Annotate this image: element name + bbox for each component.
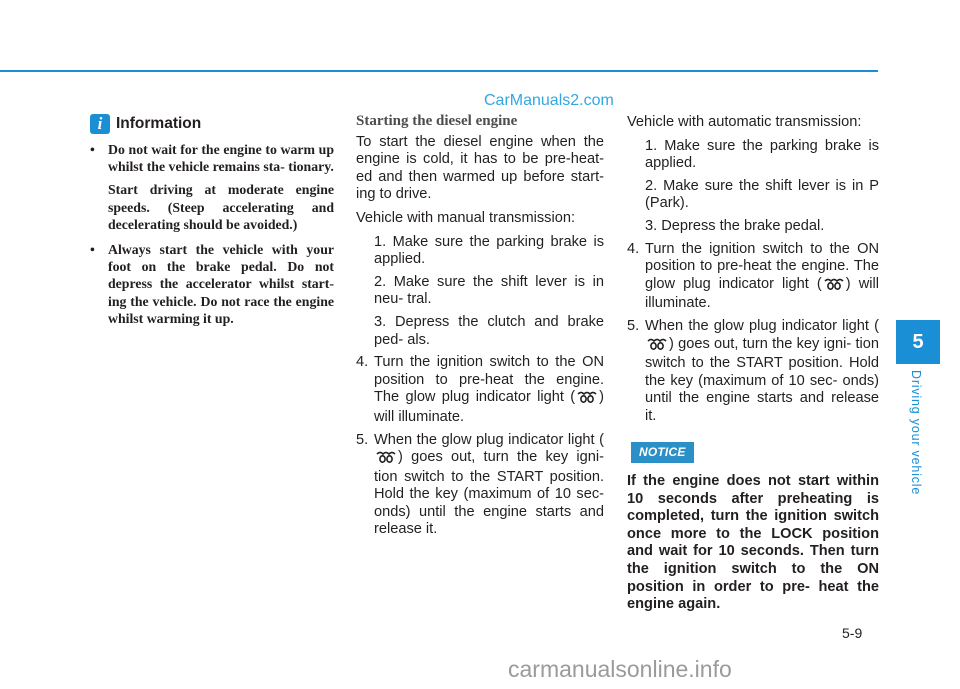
step-number: 5. <box>356 431 369 448</box>
notice-text: If the engine does not start within 10 seconds after preheating is completed, turn the ignition switch once more to the LOCK position and wait for 10 seconds. Then turn the ignition switch to the ON position in order to pre- heat the engine again. <box>627 473 879 613</box>
step-number: 5. <box>627 317 640 334</box>
info-bullet <box>90 141 334 175</box>
manual-step-text: 2. Make sure the shift lever is in neu- tral. <box>374 273 604 308</box>
manual-heading: Vehicle with manual transmission: <box>356 209 576 226</box>
glow-plug-indicator-icon <box>376 451 396 469</box>
automatic-step-text: 2. Make sure the shift lever is in P (Park). <box>645 177 879 212</box>
info-bullet-text: Always start the vehicle with your foot on the brake pedal. Do not depress the accelerator whilst start- ing the vehicle. Do not race the engine whilst warming it up. <box>108 242 334 326</box>
manual-step <box>356 274 604 309</box>
information-column <box>90 114 334 329</box>
step-text-after: ) will illuminate. <box>645 275 879 312</box>
watermark-bottom: carmanualsonline.info <box>508 656 732 682</box>
manual-step <box>356 432 604 540</box>
automatic-step <box>627 178 879 213</box>
automatic-step-text: 1. Make sure the parking brake is applied. <box>645 137 879 172</box>
step-text-before: When the glow plug indicator light ( <box>374 431 604 448</box>
watermark-top: CarManuals2.com <box>484 92 614 109</box>
step-number: 4. <box>356 354 369 371</box>
manual-step <box>356 314 604 349</box>
section-intro: To start the diesel engine when the engine is cold, it has to be pre-heat- ed and then warmed up before start- ing to drive. <box>356 133 604 203</box>
glow-plug-indicator-icon <box>824 278 844 296</box>
manual-step <box>356 234 604 269</box>
chapter-tab: 5 <box>896 320 940 364</box>
automatic-step <box>627 318 879 426</box>
step-text-before: Turn the ignition switch to the ON position to pre-heat the engine. The glow plug indicator light ( <box>374 354 604 406</box>
glow-plug-indicator-icon <box>647 338 667 356</box>
info-icon: i <box>90 114 110 134</box>
information-header <box>90 113 334 135</box>
automatic-step <box>627 241 879 313</box>
automatic-step-text: 3. Depress the brake pedal. <box>645 217 825 234</box>
automatic-heading: Vehicle with automatic transmission: <box>627 114 862 130</box>
section-title: Starting the diesel engine <box>356 113 518 129</box>
step-text-after: ) goes out, turn the key igni- tion switch to the START position. Hold the key (maximum of 10 sec- onds) until the engine starts and release it. <box>645 335 879 424</box>
manual-step <box>356 354 604 426</box>
glow-plug-indicator-icon <box>577 391 597 409</box>
step-number: 4. <box>627 240 640 257</box>
notice-badge: NOTICE <box>631 442 694 464</box>
automatic-column <box>627 114 879 614</box>
step-text-after: ) will illuminate. <box>374 389 604 425</box>
manual-step-text: 1. Make sure the parking brake is applied. <box>374 233 604 268</box>
bullet-dot-icon: • <box>90 242 95 258</box>
starting-column <box>356 114 604 544</box>
step-text-before: Turn the ignition switch to the ON position to pre-heat the engine. The glow plug indicator light ( <box>645 240 879 292</box>
page-number: 5-9 <box>842 625 863 641</box>
header-rule <box>0 70 878 72</box>
automatic-step <box>627 218 879 236</box>
manual-step-text: 3. Depress the clutch and brake ped- als. <box>374 313 604 348</box>
info-bullet-continuation: Start driving at moderate engine speeds. (Steep accelerating and decelerating should be avoided.) <box>108 182 334 232</box>
step-text-after: ) goes out, turn the key igni- tion switch to the START position. Hold the key (maximum of 10 sec- onds) until the engine starts and release it. <box>374 449 604 538</box>
info-bullet-text: Do not wait for the engine to warm up whilst the vehicle remains sta- tionary. <box>108 142 334 175</box>
bullet-dot-icon: • <box>90 142 95 157</box>
step-text-before: When the glow plug indicator light ( <box>645 317 879 334</box>
information-title: Information <box>116 115 202 133</box>
info-bullet <box>90 241 334 327</box>
automatic-step <box>627 138 879 173</box>
chapter-name: Driving your vehicle <box>909 370 923 496</box>
